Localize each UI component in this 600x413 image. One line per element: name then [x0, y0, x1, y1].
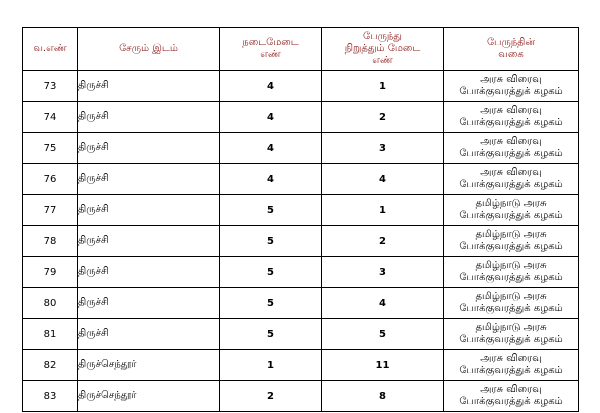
table-row	[23, 381, 579, 412]
stop-number-cell: 1	[322, 71, 444, 102]
bus-type-line: அரசு விரைவு	[480, 136, 542, 147]
serial-number-cell: 78	[23, 226, 78, 257]
bus-type-line: தமிழ்நாடு அரசு	[475, 322, 547, 333]
bus-type-cell	[444, 319, 579, 350]
destination-cell: திருச்செந்தூர்	[78, 381, 220, 412]
bus-type-line: போக்குவரத்துக் கழகம்	[459, 303, 563, 314]
table-row	[23, 195, 579, 226]
bus-type-cell	[444, 350, 579, 381]
serial-number-cell: 80	[23, 288, 78, 319]
stop-number-cell: 3	[322, 257, 444, 288]
header-stop-line-1: பேருந்து	[363, 31, 402, 42]
platform-number-cell: 4	[220, 71, 322, 102]
header-serial-number	[23, 28, 78, 71]
serial-number-cell: 82	[23, 350, 78, 381]
serial-number-cell: 79	[23, 257, 78, 288]
bus-type-line: போக்குவரத்துக் கழகம்	[459, 179, 563, 190]
bus-type-line: போக்குவரத்துக் கழகம்	[459, 334, 563, 345]
bus-type-line: அரசு விரைவு	[480, 74, 542, 85]
header-platform-number	[220, 28, 322, 71]
header-serial-number-label: வ.எண்	[33, 43, 67, 54]
destination-cell: திருச்சி	[78, 102, 220, 133]
bus-type-line: தமிழ்நாடு அரசு	[475, 291, 547, 302]
serial-number-cell: 77	[23, 195, 78, 226]
table-row	[23, 288, 579, 319]
destination-cell: திருச்சி	[78, 319, 220, 350]
stop-number-cell: 4	[322, 164, 444, 195]
table-row	[23, 164, 579, 195]
serial-number-cell: 75	[23, 133, 78, 164]
header-stop-number	[322, 28, 444, 71]
platform-number-cell: 2	[220, 381, 322, 412]
serial-number-cell: 81	[23, 319, 78, 350]
platform-number-cell: 5	[220, 257, 322, 288]
header-bus-type-line-2: வகை	[498, 49, 524, 60]
platform-number-cell: 5	[220, 226, 322, 257]
bus-type-line: போக்குவரத்துக் கழகம்	[459, 210, 563, 221]
stop-number-cell: 4	[322, 288, 444, 319]
bus-type-cell	[444, 226, 579, 257]
platform-number-cell: 5	[220, 195, 322, 226]
bus-type-cell	[444, 71, 579, 102]
table-body	[23, 71, 579, 412]
stop-number-cell: 2	[322, 226, 444, 257]
bus-type-cell	[444, 381, 579, 412]
serial-number-cell: 74	[23, 102, 78, 133]
header-stop-line-2: நிறுத்தும் மேடை	[344, 43, 421, 54]
bus-type-line: அரசு விரைவு	[480, 353, 542, 364]
bus-type-line: போக்குவரத்துக் கழகம்	[459, 86, 563, 97]
header-bus-type	[444, 28, 579, 71]
bus-type-line: போக்குவரத்துக் கழகம்	[459, 396, 563, 407]
stop-number-cell: 2	[322, 102, 444, 133]
serial-number-cell: 76	[23, 164, 78, 195]
bus-type-line: போக்குவரத்துக் கழகம்	[459, 365, 563, 376]
platform-number-cell: 5	[220, 319, 322, 350]
platform-number-cell: 4	[220, 102, 322, 133]
bus-type-cell	[444, 102, 579, 133]
stop-number-cell: 8	[322, 381, 444, 412]
bus-type-line: அரசு விரைவு	[480, 105, 542, 116]
header-bus-type-line-1: பேருந்தின்	[486, 37, 536, 48]
bus-type-line: தமிழ்நாடு அரசு	[475, 198, 547, 209]
table-row	[23, 71, 579, 102]
bus-platform-table	[22, 27, 579, 412]
bus-type-line: போக்குவரத்துக் கழகம்	[459, 117, 563, 128]
stop-number-cell: 3	[322, 133, 444, 164]
destination-cell: திருச்சி	[78, 195, 220, 226]
bus-type-cell	[444, 257, 579, 288]
table-row	[23, 350, 579, 381]
destination-cell: திருச்சி	[78, 226, 220, 257]
platform-number-cell: 4	[220, 164, 322, 195]
platform-number-cell: 4	[220, 133, 322, 164]
destination-cell: திருச்சி	[78, 288, 220, 319]
table-row	[23, 102, 579, 133]
bus-type-cell	[444, 133, 579, 164]
destination-cell: திருச்சி	[78, 133, 220, 164]
bus-type-line: போக்குவரத்துக் கழகம்	[459, 272, 563, 283]
header-platform-line-2: எண்	[260, 49, 281, 60]
stop-number-cell: 11	[322, 350, 444, 381]
destination-cell: திருச்சி	[78, 257, 220, 288]
bus-type-line: தமிழ்நாடு அரசு	[475, 260, 547, 271]
header-destination-label: சேரும் இடம்	[119, 43, 178, 54]
bus-type-line: அரசு விரைவு	[480, 167, 542, 178]
table-row	[23, 133, 579, 164]
table-row	[23, 319, 579, 350]
bus-type-cell	[444, 288, 579, 319]
bus-type-cell	[444, 195, 579, 226]
table-header-row	[23, 28, 579, 71]
destination-cell: திருச்செந்தூர்	[78, 350, 220, 381]
stop-number-cell: 5	[322, 319, 444, 350]
bus-type-line: போக்குவரத்துக் கழகம்	[459, 241, 563, 252]
bus-type-line: போக்குவரத்துக் கழகம்	[459, 148, 563, 159]
platform-number-cell: 1	[220, 350, 322, 381]
bus-type-cell	[444, 164, 579, 195]
bus-type-line: அரசு விரைவு	[480, 384, 542, 395]
stop-number-cell: 1	[322, 195, 444, 226]
destination-cell: திருச்சி	[78, 164, 220, 195]
platform-number-cell: 5	[220, 288, 322, 319]
destination-cell: திருச்சி	[78, 71, 220, 102]
header-stop-line-3: எண்	[372, 55, 393, 66]
header-destination	[78, 28, 220, 71]
serial-number-cell: 83	[23, 381, 78, 412]
table-row	[23, 257, 579, 288]
table-row	[23, 226, 579, 257]
header-platform-line-1: நடைமேடை	[242, 37, 299, 48]
bus-type-line: தமிழ்நாடு அரசு	[475, 229, 547, 240]
serial-number-cell: 73	[23, 71, 78, 102]
